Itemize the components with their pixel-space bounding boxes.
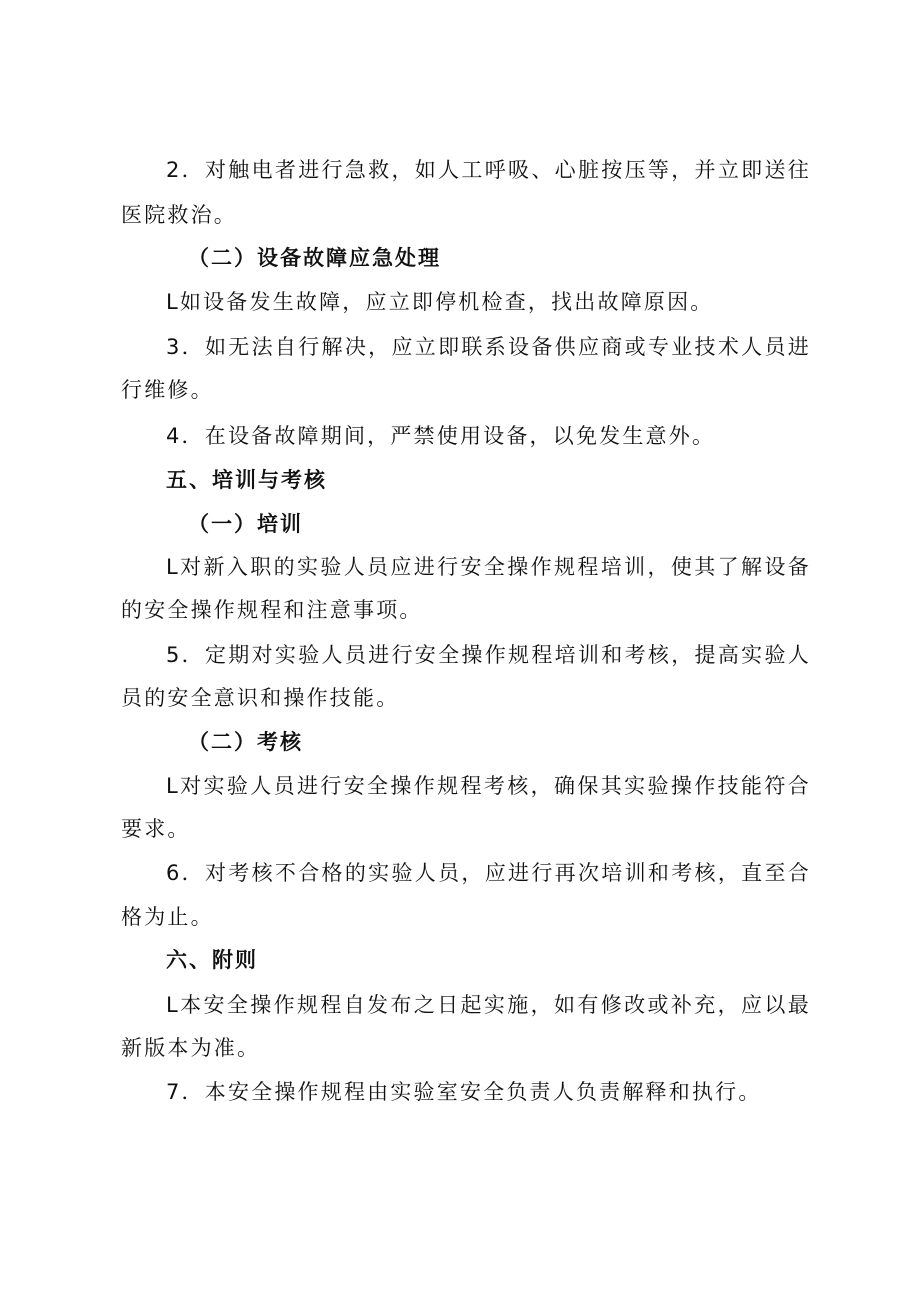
- paragraph-line: 4．在设备故障期间，严禁使用设备，以免发生意外。: [166, 424, 716, 448]
- paragraph-line: 员的安全意识和操作技能。: [121, 686, 400, 710]
- paragraph-line: 7．本安全操作规程由实验室安全负责人负责解释和执行。: [166, 1080, 762, 1104]
- chapter-heading: 六、附则: [166, 948, 258, 972]
- paragraph-line: L本安全操作规程自发布之日起实施，如有修改或补充，应以最: [166, 993, 811, 1017]
- paragraph-line: 的安全操作规程和注意事项。: [121, 598, 423, 622]
- paragraph-line: 要求。: [121, 817, 191, 841]
- paragraph-line: 医院救治。: [121, 203, 237, 227]
- section-heading: （二）考核: [188, 730, 303, 754]
- section-heading: （一）培训: [188, 512, 303, 536]
- paragraph-line: 6．对考核不合格的实验人员，应进行再次培训和考核，直至合: [166, 861, 811, 885]
- paragraph-line: 新版本为准。: [121, 1036, 261, 1060]
- section-heading: （二）设备故障应急处理: [188, 246, 441, 270]
- paragraph-line: L如设备发生故障，应立即停机检查，找出故障原因。: [166, 290, 714, 314]
- chapter-heading: 五、培训与考核: [166, 468, 327, 492]
- paragraph-line: L对新入职的实验人员应进行安全操作规程培训，使其了解设备: [166, 555, 811, 579]
- paragraph-line: 5．定期对实验人员进行安全操作规程培训和考核，提高实验人: [166, 643, 811, 667]
- paragraph-line: 3．如无法自行解决，应立即联系设备供应商或专业技术人员进: [166, 335, 811, 359]
- paragraph-line: 格为止。: [121, 905, 214, 929]
- paragraph-line: L对实验人员进行安全操作规程考核，确保其实验操作技能符合: [166, 774, 811, 798]
- paragraph-line: 行维修。: [121, 378, 214, 402]
- paragraph-line: 2．对触电者进行急救，如人工呼吸、心脏按压等，并立即送往: [166, 158, 811, 182]
